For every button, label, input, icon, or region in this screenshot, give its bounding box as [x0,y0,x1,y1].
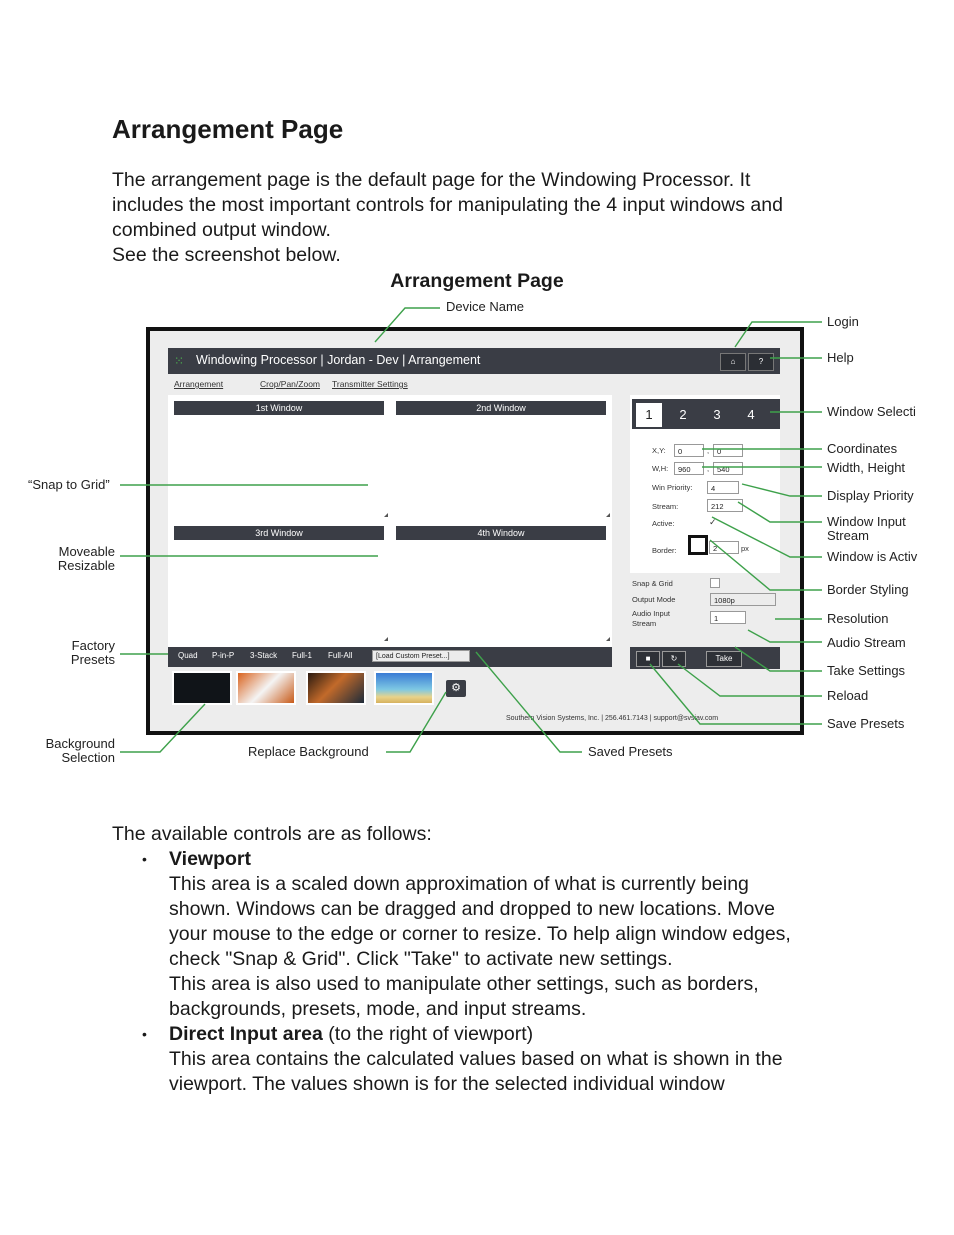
controls-section [112,822,872,1097]
item-line: This area contains the calculated values based on what is shown in the [169,1048,783,1070]
save-preset-button[interactable]: ■ [636,651,660,667]
audio-stream-label: Stream [632,619,657,628]
intro-line: combined output window. [112,219,331,241]
callout-resizable: Resizable [57,558,115,573]
callout-help: Help [827,350,854,365]
callout-selection: Selection [61,750,115,765]
figure-caption: Arrangement Page [390,270,564,292]
stream-label: Stream: [652,502,679,511]
callout-factory: Factory [71,638,115,653]
comma: , [707,446,710,455]
callout-width-height: Width, Height [827,460,906,475]
y-input[interactable]: 0 [713,444,743,457]
reload-button[interactable]: ↻ [662,651,686,667]
window-3-title[interactable]: 3rd Window [174,526,384,540]
window-4-title[interactable]: 4th Window [396,526,606,540]
callout-window-input-stream: Window Input [827,514,906,529]
callout-device-name: Device Name [446,299,525,314]
nav-crop-pan-zoom[interactable]: Crop/Pan/Zoom [260,379,320,389]
height-input[interactable]: 540 [713,462,743,475]
nav-arrangement[interactable]: Arrangement [174,379,224,389]
controls-intro: The available controls are as follows: [112,823,432,845]
callout-replace-background: Replace Background [248,744,369,759]
callout-take-settings: Take Settings [827,663,906,678]
app-logo-icon: ⁙ [174,354,185,368]
nav-transmitter-settings[interactable]: Transmitter Settings [332,379,408,389]
callout-snap-to-grid: “Snap to Grid” [28,477,110,492]
preset-quad-button[interactable]: Quad [178,651,198,660]
priority-stepper[interactable]: 4 [707,481,739,494]
preset-fullall-button[interactable]: Full-All [328,651,353,660]
callout-reload: Reload [827,688,869,703]
callout-background: Background [45,736,115,751]
comma: , [707,464,710,473]
intro-line: The arrangement page is the default page for the Windowing Processor. It [112,169,751,191]
callout-window-is-active: Window is Activ [827,549,918,564]
output-mode-select[interactable]: 1080p [710,593,776,606]
replace-background-button[interactable]: ⚙ [446,680,466,697]
tab-window-3[interactable]: 3 [713,407,721,422]
tab-window-1[interactable]: 1 [636,403,662,427]
item-line: your mouse to the edge or corner to resize. To help align window edges, [169,923,791,945]
border-width-stepper[interactable]: 2 [709,541,739,554]
item-title: Viewport [169,848,251,870]
window-2-title[interactable]: 2nd Window [396,401,606,415]
login-button[interactable]: ⌂ [720,353,746,371]
callout-display-priority: Display Priority [827,488,914,503]
item-title-suffix: (to the right of viewport) [322,1023,534,1045]
width-input[interactable]: 960 [674,462,704,475]
callout-border-styling: Border Styling [827,582,909,597]
callout-coordinates: Coordinates [827,441,898,456]
item-line: shown. Windows can be dragged and dropped to new locations. Move [169,898,775,920]
output-mode-label: Output Mode [632,595,676,604]
list-item [112,1022,872,1097]
callout-login: Login [827,314,859,329]
intro-line: See the screenshot below. [112,244,341,266]
callout-saved-presets: Saved Presets [588,744,673,759]
page-title: Arrangement Page [112,114,344,144]
callout-window-input-stream-2: Stream [827,528,869,543]
item-line: check "Snap & Grid". Click "Take" to activate new settings. [169,948,673,970]
item-line: This area is a scaled down approximation of what is currently being [169,873,749,895]
tab-window-4[interactable]: 4 [747,407,755,422]
window-1-title[interactable]: 1st Window [174,401,384,415]
priority-label: Win Priority: [652,483,693,492]
custom-preset-select[interactable]: [Load Custom Preset...] [372,650,470,662]
bullet: • [142,1026,147,1042]
callout-save-presets: Save Presets [827,716,905,731]
take-button[interactable]: Take [706,651,742,667]
active-checkbox[interactable]: ✓ [709,517,717,527]
help-button[interactable]: ? [748,353,774,371]
intro-line: includes the most important controls for manipulating the 4 input windows and [112,194,783,216]
callout-window-selection: Window Selecti [827,404,916,419]
device-name-title: Windowing Processor | Jordan - Dev | Arrangement [196,353,481,367]
preset-full1-button[interactable]: Full-1 [292,651,313,660]
preset-pip-button[interactable]: P-in-P [212,651,235,660]
wh-label: W,H: [652,464,669,473]
x-input[interactable]: 0 [674,444,704,457]
border-label: Border: [652,546,677,555]
stream-input[interactable]: 212 [707,499,743,512]
snap-grid-label: Snap & Grid [632,579,673,588]
callout-lines [0,292,954,792]
audio-stream-input[interactable]: 1 [710,611,746,624]
preset-3stack-button[interactable]: 3-Stack [250,651,278,660]
border-unit: px [741,544,749,553]
list-item [112,847,872,1022]
active-label: Active: [652,519,675,528]
xy-label: X,Y: [652,446,666,455]
footer-contact: Southern Vision Systems, Inc. | 256.461.7143 | support@svsiav.com [506,715,719,722]
item-line: backgrounds, presets, mode, and input streams. [169,998,587,1020]
item-line: This area is also used to manipulate other settings, such as borders, [169,973,759,995]
callout-presets: Presets [70,652,115,667]
callout-moveable: Moveable [58,544,115,559]
item-title: Direct Input area [169,1023,323,1045]
bullet: • [142,851,147,867]
arrangement-screenshot-figure [0,292,954,792]
tab-window-2[interactable]: 2 [679,407,687,422]
audio-input-label: Audio Input [632,609,670,618]
callout-resolution: Resolution [827,611,889,626]
callout-audio-stream: Audio Stream [827,635,906,650]
item-line: viewport. The values shown is for the selected individual window [169,1073,725,1095]
